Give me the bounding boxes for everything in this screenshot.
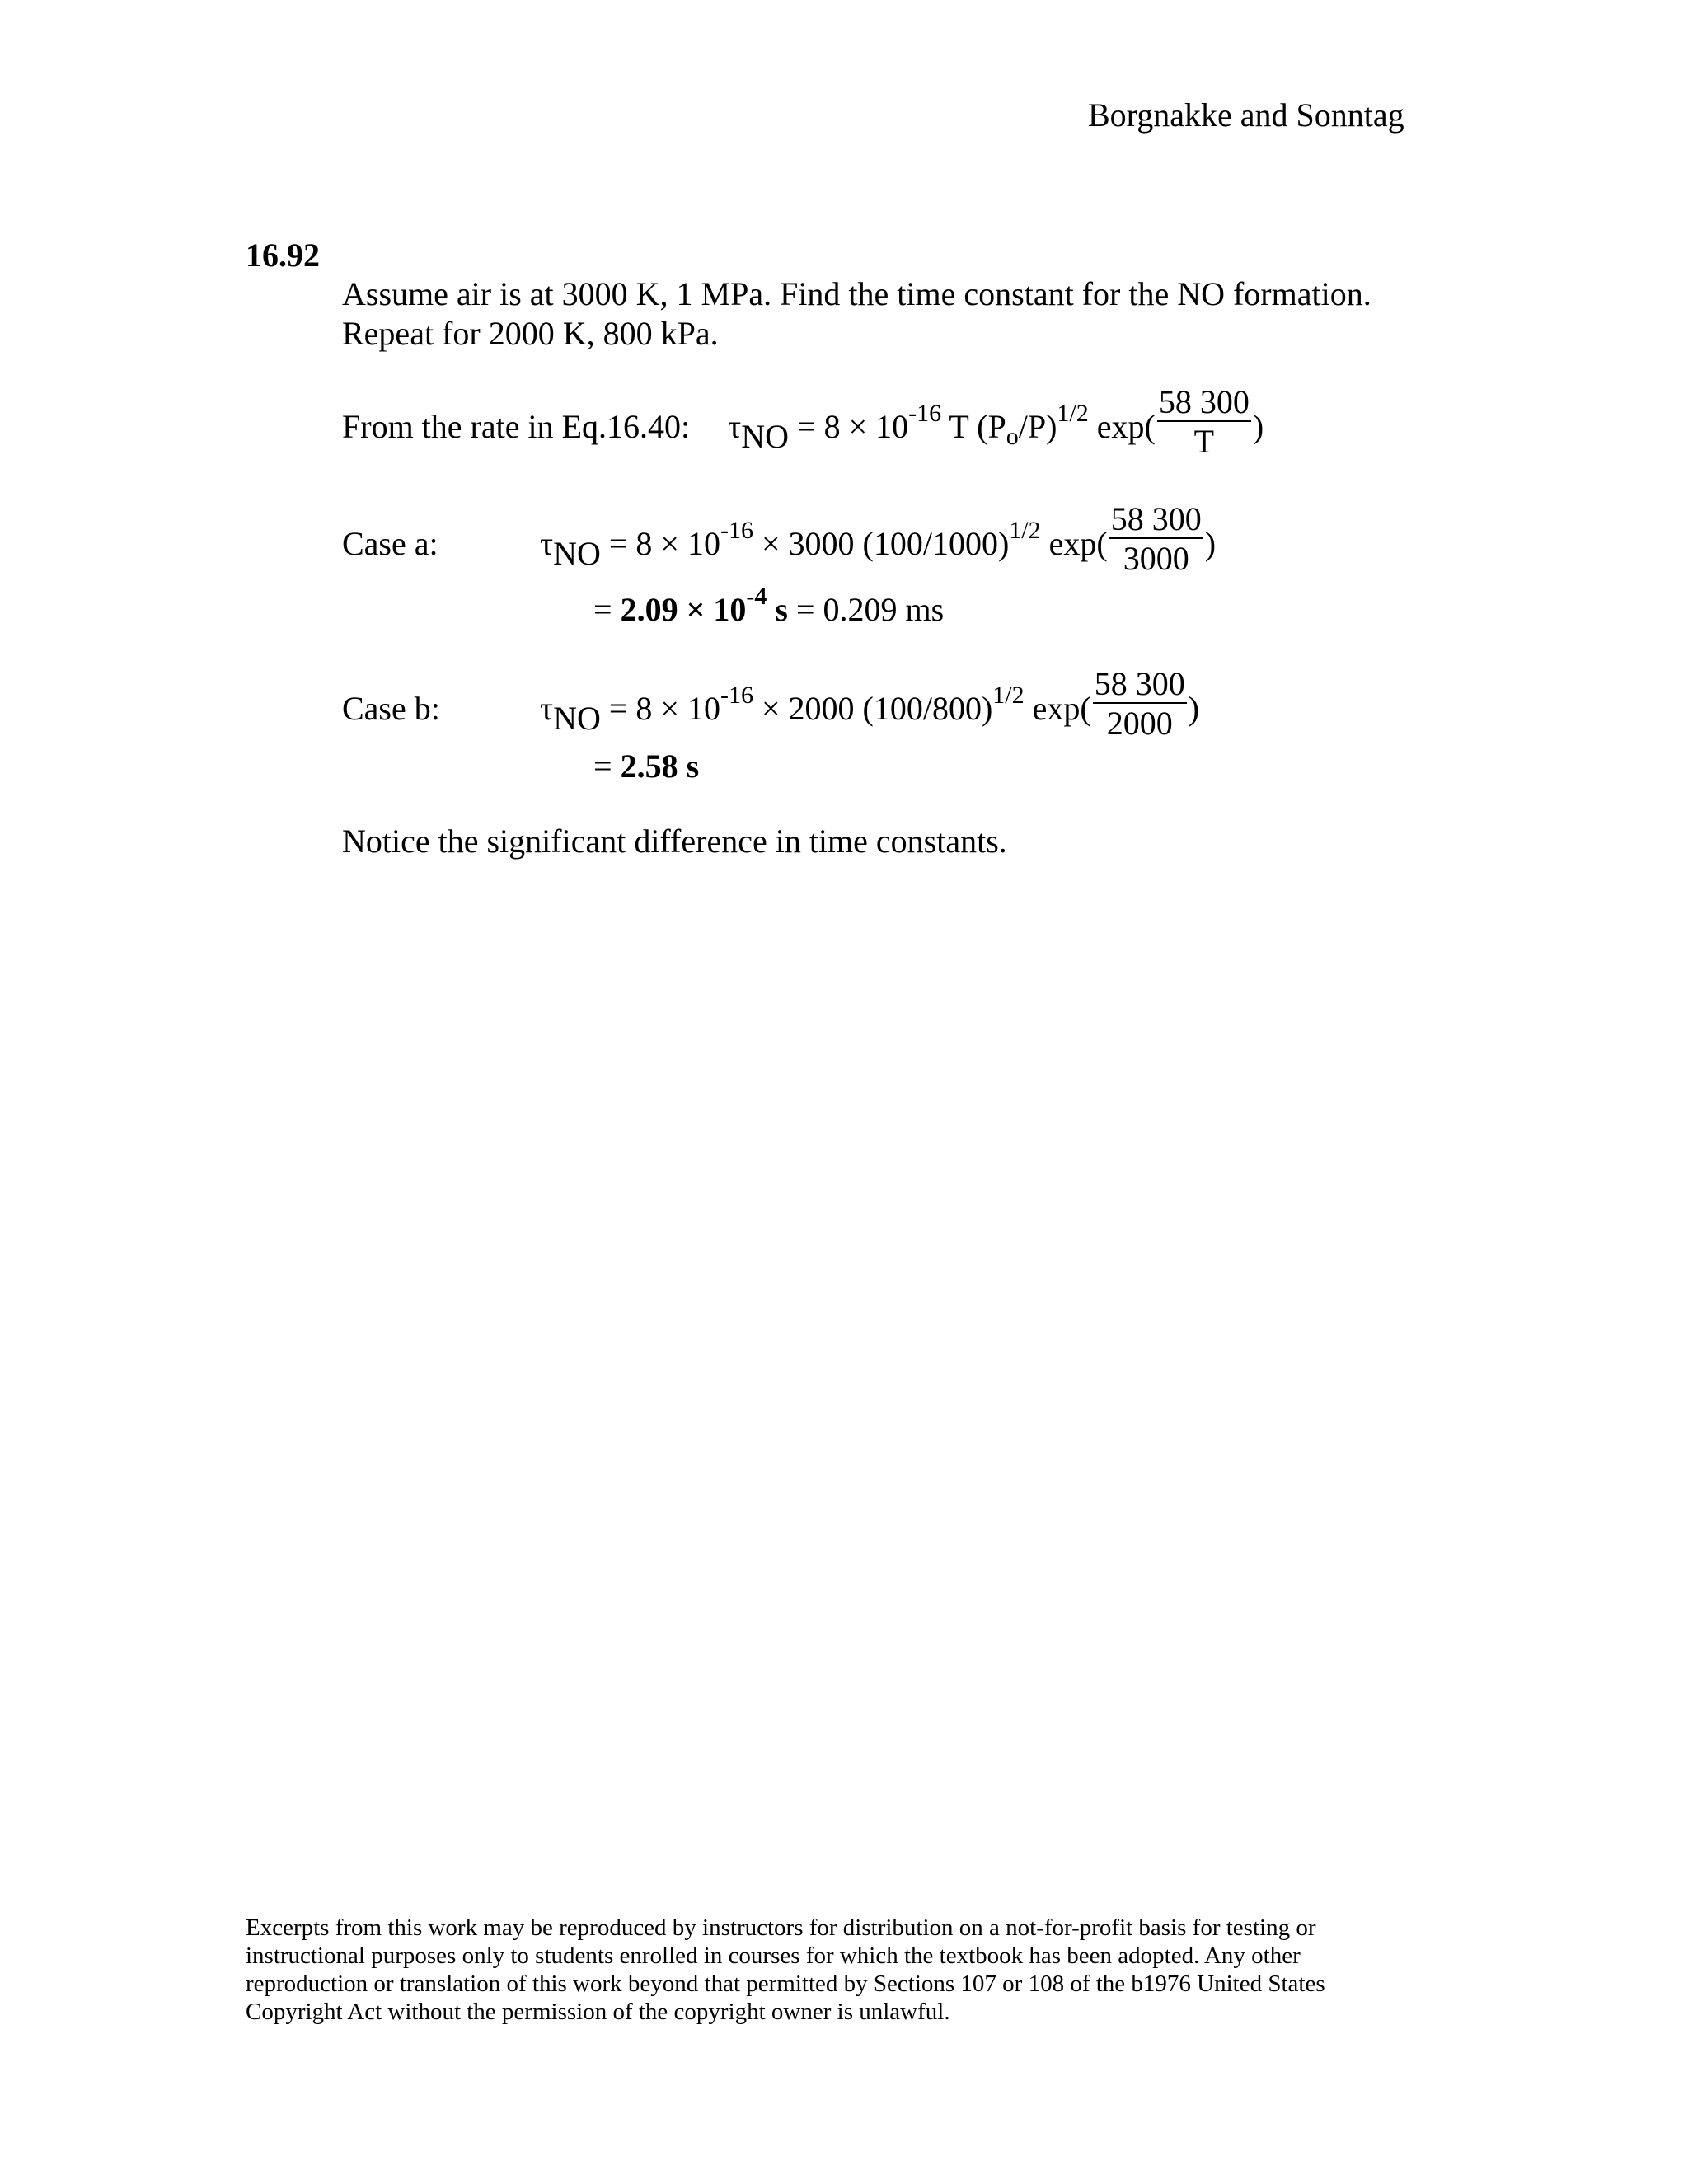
half-exponent: 1/2 xyxy=(1057,400,1089,428)
tau-subscript: NO xyxy=(741,418,790,456)
result-value: 2.58 s xyxy=(620,748,700,785)
fraction-numerator: 58 300 xyxy=(1110,500,1202,537)
half-exponent: 1/2 xyxy=(992,682,1025,710)
tau-subscript: NO xyxy=(553,700,601,738)
case-b-exponent: -16 xyxy=(720,682,753,710)
rate-eq-part-2: T (P xyxy=(941,408,1006,446)
result-exponent: -4 xyxy=(746,583,767,610)
rate-fraction xyxy=(1157,383,1251,460)
result-equals: = xyxy=(593,591,621,628)
rate-intro: From the rate in Eq.16.40: xyxy=(342,408,691,446)
tau-symbol: τ xyxy=(540,525,554,563)
rate-eq-part-1: = 8 × 10 xyxy=(789,408,909,446)
rate-eq-part-4: exp( xyxy=(1088,408,1156,446)
case-a-eq-part-3: exp( xyxy=(1040,525,1108,563)
result-tail: = 0.209 ms xyxy=(787,591,945,628)
half-exponent: 1/2 xyxy=(1009,517,1041,545)
case-a-label: Case a: xyxy=(342,525,438,562)
case-a-equation xyxy=(540,500,1217,583)
close-paren: ) xyxy=(1252,408,1264,446)
fraction-denominator: 2000 xyxy=(1106,705,1173,742)
case-b-fraction xyxy=(1093,665,1187,742)
close-paren: ) xyxy=(1188,690,1200,728)
problem-statement-line-1: Assume air is at 3000 K, 1 MPa. Find the time constant for the NO formation. xyxy=(342,275,1372,312)
pressure-subscript: o xyxy=(1006,423,1019,451)
case-b-result xyxy=(593,750,699,783)
case-a-eq-part-1: = 8 × 10 xyxy=(600,525,720,563)
case-a-eq-part-2: × 3000 (100/1000) xyxy=(753,525,1010,563)
case-b-label: Case b: xyxy=(342,690,440,727)
running-header: Borgnakke and Sonntag xyxy=(1088,96,1404,134)
footer-line-3: reproduction or translation of this work beyond that permitted by Sections 107 or 108 of the b1976 United States xyxy=(246,1971,1325,1997)
case-a-exponent: -16 xyxy=(720,517,753,545)
case-b-equation xyxy=(540,665,1200,748)
fraction-denominator: T xyxy=(1193,423,1215,460)
footer-line-1: Excerpts from this work may be reproduced by instructors for distribution on a not-for-profit basis for testing or xyxy=(246,1915,1316,1941)
fraction-numerator: 58 300 xyxy=(1094,665,1185,702)
rate-equation xyxy=(342,383,1264,466)
fraction-denominator: 3000 xyxy=(1123,540,1189,577)
conclusion-text: Notice the significant difference in time constants. xyxy=(342,823,1007,860)
problem-number: 16.92 xyxy=(246,237,320,274)
tau-subscript: NO xyxy=(553,535,601,573)
result-unit: s xyxy=(767,591,788,628)
close-paren: ) xyxy=(1204,525,1217,563)
footer-line-2: instructional purposes only to students enrolled in courses for which the textbook has been adopted. Any other xyxy=(246,1943,1301,1969)
case-b-eq-part-2: × 2000 (100/800) xyxy=(753,690,993,728)
case-b-eq-part-1: = 8 × 10 xyxy=(600,690,720,728)
rate-exponent: -16 xyxy=(908,400,942,428)
problem-statement-line-2: Repeat for 2000 K, 800 kPa. xyxy=(342,315,719,352)
tau-symbol: τ xyxy=(540,690,554,728)
result-equals: = xyxy=(593,748,621,785)
result-value: 2.09 × 10 xyxy=(620,591,747,628)
case-a-result xyxy=(593,583,945,628)
fraction-numerator: 58 300 xyxy=(1158,383,1250,420)
case-b-eq-part-3: exp( xyxy=(1024,690,1091,728)
case-a-fraction xyxy=(1109,500,1203,577)
rate-eq-part-3: /P) xyxy=(1018,408,1057,446)
tau-symbol: τ xyxy=(728,408,742,446)
footer-line-4: Copyright Act without the permission of the copyright owner is unlawful. xyxy=(246,1999,950,2025)
